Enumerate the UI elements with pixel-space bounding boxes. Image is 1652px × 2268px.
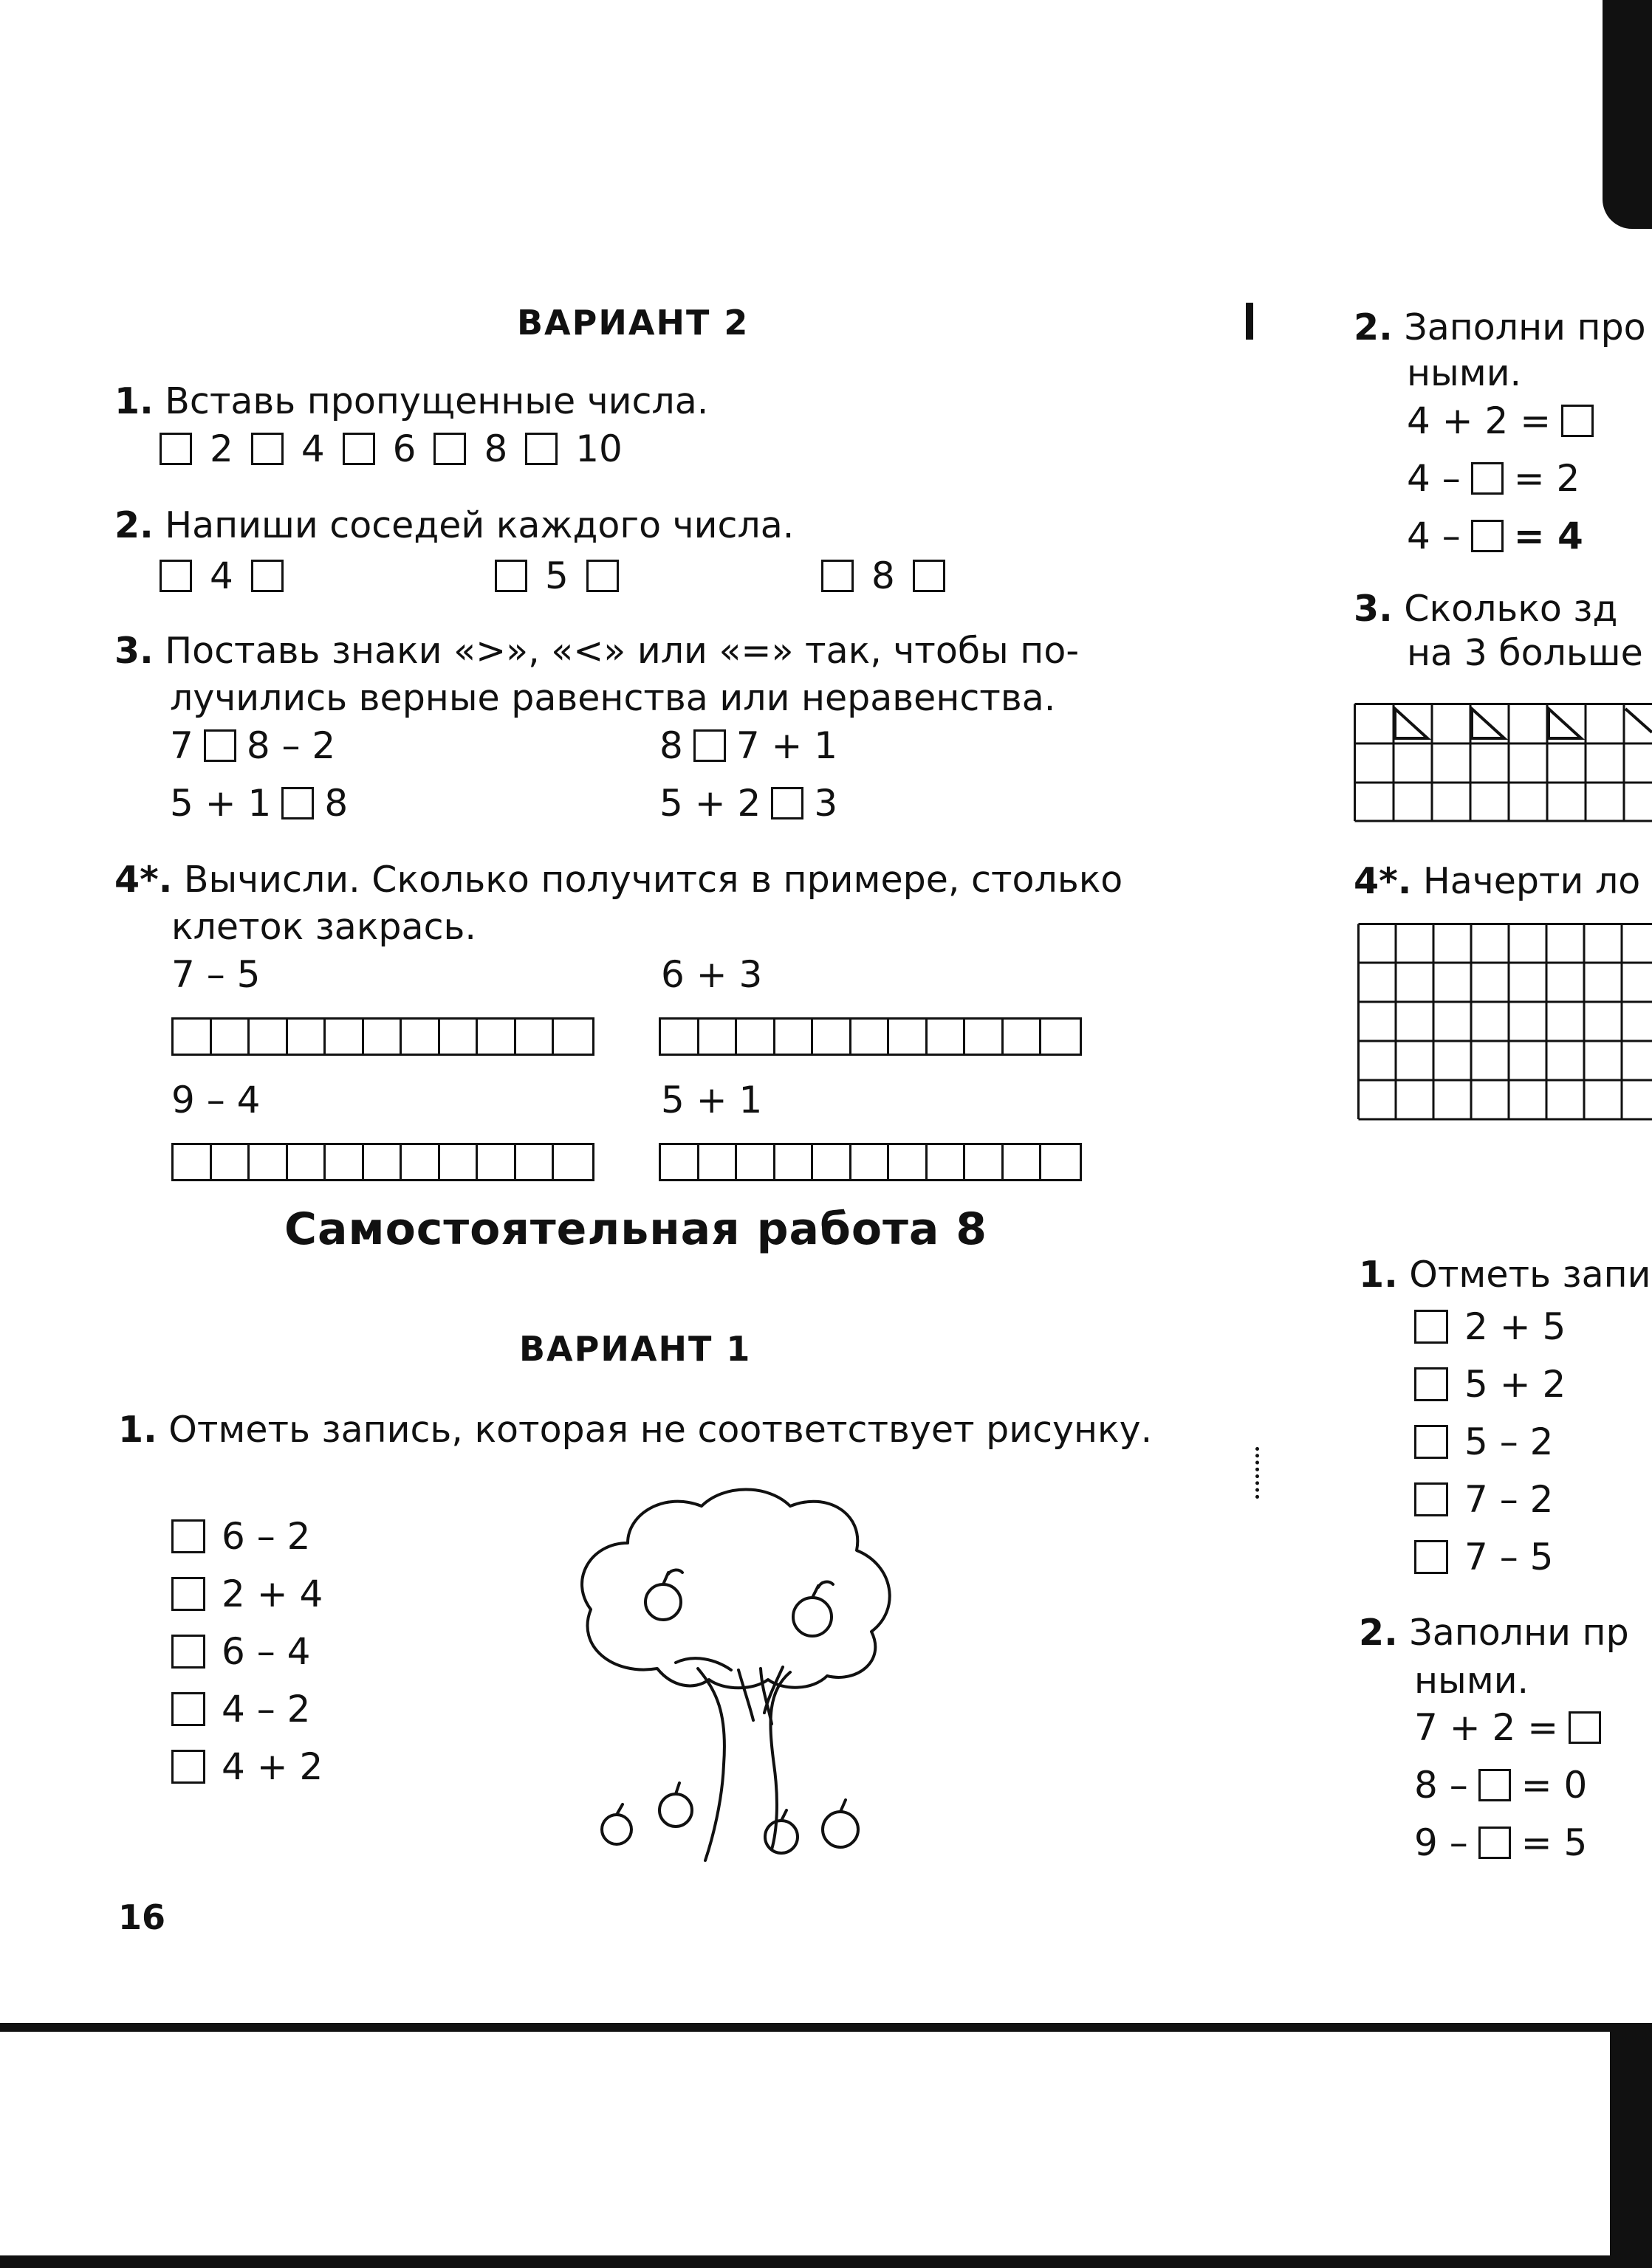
eq-left: 4 – — [1407, 457, 1461, 500]
eq-left: 9 – — [1414, 1821, 1468, 1864]
option-label: 7 – 2 — [1464, 1478, 1554, 1521]
right-operand: 3 — [814, 782, 838, 825]
q-text: Поставь знаки «>», «<» или «=» так, чтобы по- — [165, 630, 1080, 672]
option-list — [1414, 1298, 1566, 1586]
q-number: 4*. — [1354, 860, 1412, 902]
left-operand: 5 + 1 — [170, 782, 272, 825]
q-number: 1. — [114, 380, 154, 422]
checkbox[interactable] — [1414, 1310, 1448, 1344]
compare-item — [170, 781, 348, 825]
number: 8 — [871, 554, 895, 597]
v2-q4-prompt-line2: клеток закрась. — [171, 906, 476, 948]
number: 4 — [210, 554, 233, 597]
r-q3-prompt-line2: на 3 больше — [1407, 632, 1643, 674]
answer-box[interactable] — [495, 560, 527, 592]
option-label: 4 + 2 — [222, 1745, 323, 1788]
sign-box[interactable] — [771, 787, 803, 819]
q-number: 1. — [1359, 1254, 1398, 1296]
cell-strip[interactable] — [659, 1143, 1082, 1181]
q-text: Сколько зд — [1404, 588, 1618, 630]
q-number: 2. — [1359, 1612, 1398, 1654]
q-number: 3. — [114, 630, 154, 672]
cell-strip[interactable] — [659, 1017, 1082, 1056]
answer-box[interactable] — [1478, 1769, 1511, 1801]
sign-box[interactable] — [204, 729, 236, 762]
page-number: 16 — [118, 1897, 166, 1937]
q-text: Заполни пр — [1409, 1612, 1629, 1654]
binding-dots — [1255, 1447, 1264, 1499]
q-text: Начерти ло — [1422, 860, 1641, 902]
neighbors-5 — [495, 554, 629, 598]
option[interactable] — [171, 1565, 323, 1623]
equation — [1414, 1821, 1587, 1865]
option-label: 6 – 2 — [222, 1515, 311, 1558]
option-list — [171, 1508, 323, 1796]
eq-left: 7 + 2 = — [1414, 1706, 1559, 1749]
equation — [1407, 456, 1580, 501]
v2-q2-prompt — [114, 502, 794, 549]
checkbox[interactable] — [1414, 1540, 1448, 1574]
flags-grid — [1354, 703, 1652, 822]
sr8-q1-prompt — [118, 1406, 1152, 1454]
sign-box[interactable] — [693, 729, 726, 762]
option-label: 7 – 5 — [1464, 1536, 1554, 1578]
q-number: 1. — [118, 1409, 157, 1451]
option[interactable] — [1414, 1413, 1566, 1471]
right-operand: 7 + 1 — [736, 724, 838, 767]
q-number: 2. — [1354, 306, 1393, 348]
r-q2b-prompt-line2: ными. — [1414, 1660, 1529, 1702]
r-q2-prompt-line2: ными. — [1407, 352, 1522, 394]
r-q2-prompt — [1354, 304, 1646, 351]
option[interactable] — [171, 1680, 323, 1738]
option-label: 2 + 5 — [1464, 1305, 1566, 1348]
checkbox[interactable] — [1414, 1482, 1448, 1516]
checkbox[interactable] — [171, 1692, 205, 1726]
option-label: 5 – 2 — [1464, 1420, 1554, 1463]
left-operand: 7 — [170, 724, 193, 767]
compute-expression: 6 + 3 — [661, 953, 763, 996]
eq-right: = 0 — [1521, 1764, 1588, 1807]
option-label: 6 – 4 — [222, 1630, 311, 1673]
option[interactable] — [171, 1508, 323, 1565]
scan-bottom-line — [0, 2023, 1652, 2032]
option[interactable] — [1414, 1298, 1566, 1355]
answer-box[interactable] — [913, 560, 945, 592]
seq-number: 6 — [392, 427, 417, 470]
answer-box[interactable] — [1471, 520, 1504, 552]
compute-expression: 5 + 1 — [661, 1079, 763, 1121]
seq-number: 10 — [575, 427, 623, 470]
q-number: 4*. — [114, 859, 173, 901]
answer-box[interactable] — [1569, 1711, 1601, 1744]
eq-right: = 5 — [1521, 1821, 1588, 1864]
eq-left: 4 + 2 = — [1407, 399, 1552, 442]
checkbox[interactable] — [1414, 1425, 1448, 1459]
equation — [1414, 1705, 1611, 1750]
option[interactable] — [171, 1738, 323, 1796]
eq-left: 8 – — [1414, 1764, 1468, 1807]
equation — [1414, 1763, 1587, 1807]
eq-right: = 2 — [1513, 457, 1580, 500]
option[interactable] — [1414, 1355, 1566, 1413]
answer-box[interactable] — [251, 560, 284, 592]
answer-box[interactable] — [586, 560, 619, 592]
r-q2b-prompt — [1359, 1609, 1629, 1657]
drawing-grid[interactable] — [1357, 923, 1652, 1121]
r-q3-prompt — [1354, 585, 1617, 633]
left-operand: 5 + 2 — [659, 782, 761, 825]
left-operand: 8 — [659, 724, 683, 767]
seq-number: 2 — [210, 427, 233, 470]
binding-mark — [1246, 303, 1253, 340]
q-number: 3. — [1354, 588, 1393, 630]
scan-edge-top-right — [1603, 0, 1652, 229]
answer-box[interactable] — [1478, 1827, 1511, 1859]
q-text: Отметь запись, которая не соответствует рисунку. — [168, 1409, 1153, 1451]
q-text: Напиши соседей каждого числа. — [165, 504, 795, 546]
number: 5 — [545, 554, 569, 597]
v2-q3-prompt-line2: лучились верные равенства или неравенства. — [170, 677, 1056, 719]
answer-box[interactable] — [343, 433, 375, 465]
checkbox[interactable] — [171, 1750, 205, 1784]
checkbox[interactable] — [171, 1577, 205, 1611]
compute-expression: 7 – 5 — [171, 953, 261, 996]
answer-box[interactable] — [160, 560, 192, 592]
compare-item — [659, 781, 837, 825]
variant-2-heading: ВАРИАНТ 2 — [517, 303, 750, 343]
seq-number: 8 — [484, 427, 508, 470]
answer-box[interactable] — [525, 433, 558, 465]
scan-bottom-edge — [0, 2255, 1652, 2268]
q-text: Вставь пропущенные числа. — [165, 380, 709, 422]
v2-q1-prompt — [114, 378, 708, 425]
answer-box[interactable] — [433, 433, 466, 465]
neighbors-4 — [160, 554, 294, 598]
checkbox[interactable] — [171, 1519, 205, 1553]
r-q1b-prompt — [1359, 1251, 1651, 1299]
compare-item — [170, 724, 335, 768]
answer-box[interactable] — [160, 433, 192, 465]
v2-q3-prompt — [114, 628, 1079, 675]
neighbors-8 — [821, 554, 956, 598]
q-text: Отметь запи — [1409, 1254, 1651, 1296]
answer-box[interactable] — [821, 560, 854, 592]
checkbox[interactable] — [1414, 1367, 1448, 1401]
scan-edge-bottom-right — [1610, 2032, 1652, 2268]
cell-strip[interactable] — [171, 1143, 594, 1181]
equation — [1407, 514, 1583, 558]
v2-q1-sequence — [160, 427, 630, 471]
equation — [1407, 399, 1604, 443]
r-q4-prompt — [1354, 858, 1640, 905]
variant-1-heading: ВАРИАНТ 1 — [519, 1329, 752, 1369]
compare-item — [659, 724, 837, 768]
sign-box[interactable] — [281, 787, 314, 819]
answer-box[interactable] — [1471, 462, 1504, 495]
eq-left: 4 – — [1407, 515, 1461, 557]
option-label: 5 + 2 — [1464, 1363, 1566, 1406]
answer-box[interactable] — [251, 433, 284, 465]
q-text: Заполни про — [1404, 306, 1646, 348]
right-operand: 8 – 2 — [246, 724, 336, 767]
eq-right: = 4 — [1513, 515, 1583, 557]
section-title: Самостоятельная работа 8 — [284, 1203, 988, 1255]
option[interactable] — [171, 1623, 323, 1680]
option-label: 4 – 2 — [222, 1688, 311, 1731]
checkbox[interactable] — [171, 1635, 205, 1669]
answer-box[interactable] — [1561, 405, 1594, 437]
option-label: 2 + 4 — [222, 1573, 323, 1615]
compute-expression: 9 – 4 — [171, 1079, 261, 1121]
option[interactable] — [1414, 1471, 1566, 1528]
q-text: Вычисли. Сколько получится в примере, столько — [183, 859, 1123, 901]
apple-tree-illustration — [546, 1469, 930, 1868]
right-operand: 8 — [324, 782, 349, 825]
q-number: 2. — [114, 504, 154, 546]
seq-number: 4 — [301, 427, 325, 470]
v2-q4-prompt — [114, 856, 1123, 904]
cell-strip[interactable] — [171, 1017, 594, 1056]
option[interactable] — [1414, 1528, 1566, 1586]
